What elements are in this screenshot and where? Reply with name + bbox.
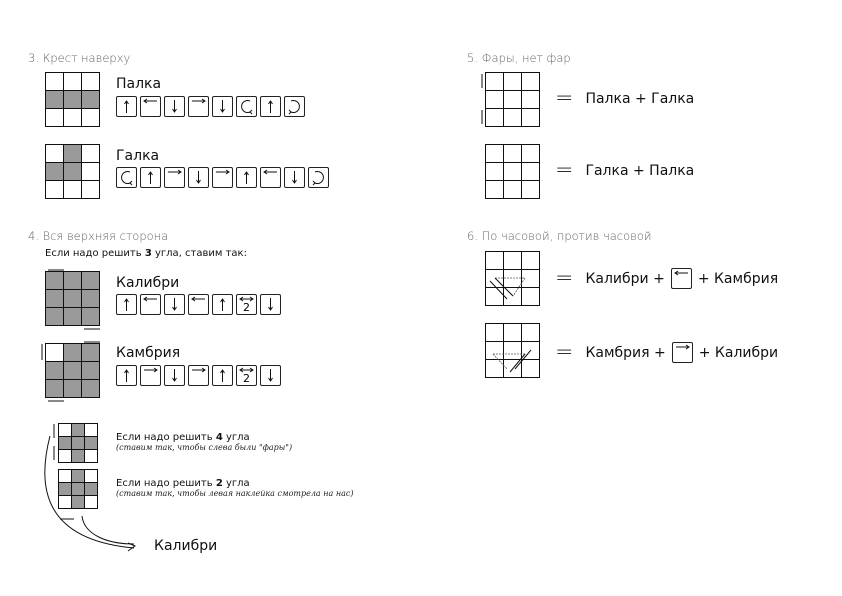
double-turn-icon [236,294,257,315]
arrow-up-icon [116,365,137,386]
arrow-right-icon [188,96,209,117]
sticker-blank [486,109,504,127]
svg-text:2: 2 [243,301,250,314]
svg-text:2: 2 [243,372,250,385]
move-sequence-galka [116,167,329,188]
sticker-blank [46,145,64,163]
sticker-blank [82,109,100,127]
equals-sign: = [555,266,574,291]
rotate-clockwise-icon [308,167,329,188]
arrow-right-icon [140,365,161,386]
equals-sign: = [555,86,574,111]
sticker-colored [46,91,64,109]
note-four-num: 4 [215,432,223,443]
arrow-down-icon [284,167,305,188]
arrow-down-icon [260,294,281,315]
algorithm-name-galka: Галка [116,148,160,164]
sticker-blank [504,145,522,163]
formula-headlights [555,86,694,111]
sticker-blank [504,163,522,181]
sticker-blank [522,73,540,91]
note-two-post: угла [222,478,250,489]
section-4-subtitle [45,248,247,259]
rotate-counterclockwise-icon [236,96,257,117]
double-turn-icon [236,365,257,386]
equals-sign: = [555,340,574,365]
arrow-up-icon [116,294,137,315]
arrow-up-icon [236,167,257,188]
sticker-colored [64,163,82,181]
arrow-up-icon [212,294,233,315]
equals-sign: = [555,158,574,183]
cycle-arrows-clockwise [485,251,541,307]
sticker-blank [64,73,82,91]
cycle-arrows-counterclockwise [485,323,541,379]
arrow-left-icon [140,294,161,315]
cube-face-headlights [485,72,540,127]
arrow-right-icon [164,167,185,188]
sticker-blank [486,73,504,91]
flow-arrows [36,430,146,560]
sticker-blank [504,109,522,127]
note-four-hint: (ставим так, чтобы слева были "фары") [116,443,293,452]
sticker-blank [82,163,100,181]
sticker-blank [82,73,100,91]
arrow-down-icon [164,365,185,386]
formula-clockwise [555,266,778,291]
sticker-blank [82,181,100,199]
formula-no-headlights [555,158,694,183]
target-kalibri: Калибри [154,538,218,554]
arrow-right-icon [188,365,209,386]
cube-face-no-headlights [485,144,540,199]
formula-left: Калибри + [585,270,665,287]
section-5-title: 5. Фары, нет фар [467,51,571,65]
arrow-down-icon [188,167,209,188]
arrow-up-icon [212,365,233,386]
subtitle-pre: Если надо решить [45,248,145,259]
edge-markers-kambria [40,338,110,408]
algorithm-name-kalibri: Калибри [116,275,180,291]
cube-face-galka [45,144,100,199]
arrow-left-icon [140,96,161,117]
formula-text: Палка + Галка [585,90,695,107]
sticker-blank [486,145,504,163]
move-sequence-kalibri [116,294,281,315]
arrow-up-icon [116,96,137,117]
sticker-blank [486,163,504,181]
sticker-colored [46,163,64,181]
formula-text: Галка + Палка [585,162,695,179]
sticker-blank [504,181,522,199]
formula-left: Камбрия + [585,344,666,361]
rotate-counterclockwise-icon [116,167,137,188]
edge-markers-kalibri [40,266,110,336]
sticker-colored [82,91,100,109]
sticker-colored [64,145,82,163]
subtitle-post: угла, ставим так: [151,248,247,259]
move-key-left [671,268,692,289]
note-two-corners [116,478,353,498]
note-four-post: угла [222,432,250,443]
section-3-title: 3. Крест наверху [28,51,131,65]
sticker-blank [522,145,540,163]
arrow-down-icon [164,294,185,315]
sticker-blank [522,109,540,127]
section-6-title: 6. По часовой, против часовой [467,229,652,243]
formula-right: + Камбрия [697,270,779,287]
sticker-blank [486,91,504,109]
sticker-blank [522,181,540,199]
algorithm-name-kambria: Камбрия [116,345,181,361]
move-sequence-palka [116,96,305,117]
arrow-right-icon [212,167,233,188]
sticker-blank [64,109,82,127]
arrow-left-icon [188,294,209,315]
note-two-hint: (ставим так, чтобы левая наклейка смотрела на нас) [116,489,354,498]
sticker-blank [82,145,100,163]
arrow-down-icon [164,96,185,117]
sticker-blank [46,73,64,91]
sticker-blank [486,181,504,199]
edge-markers-headlights [480,70,488,130]
arrow-down-icon [260,365,281,386]
sticker-colored [64,91,82,109]
subtitle-num: 3 [144,248,152,259]
rotate-clockwise-icon [284,96,305,117]
move-sequence-kambria [116,365,281,386]
cube-face-palka [45,72,100,127]
note-four-pre: Если надо решить [116,432,216,443]
formula-counterclockwise [555,340,778,365]
arrow-up-icon [260,96,281,117]
move-key-right [672,342,693,363]
arrow-down-icon [212,96,233,117]
section-4-title: 4. Вся верхняя сторона [28,229,169,243]
arrow-up-icon [140,167,161,188]
sticker-blank [46,181,64,199]
formula-right: + Калибри [698,344,779,361]
note-two-num: 2 [215,478,223,489]
sticker-blank [46,109,64,127]
sticker-blank [522,91,540,109]
sticker-blank [64,181,82,199]
sticker-blank [522,163,540,181]
sticker-blank [504,73,522,91]
sticker-blank [504,91,522,109]
algorithm-name-palka: Палка [116,76,162,92]
arrow-left-icon [260,167,281,188]
note-two-pre: Если надо решить [116,478,216,489]
